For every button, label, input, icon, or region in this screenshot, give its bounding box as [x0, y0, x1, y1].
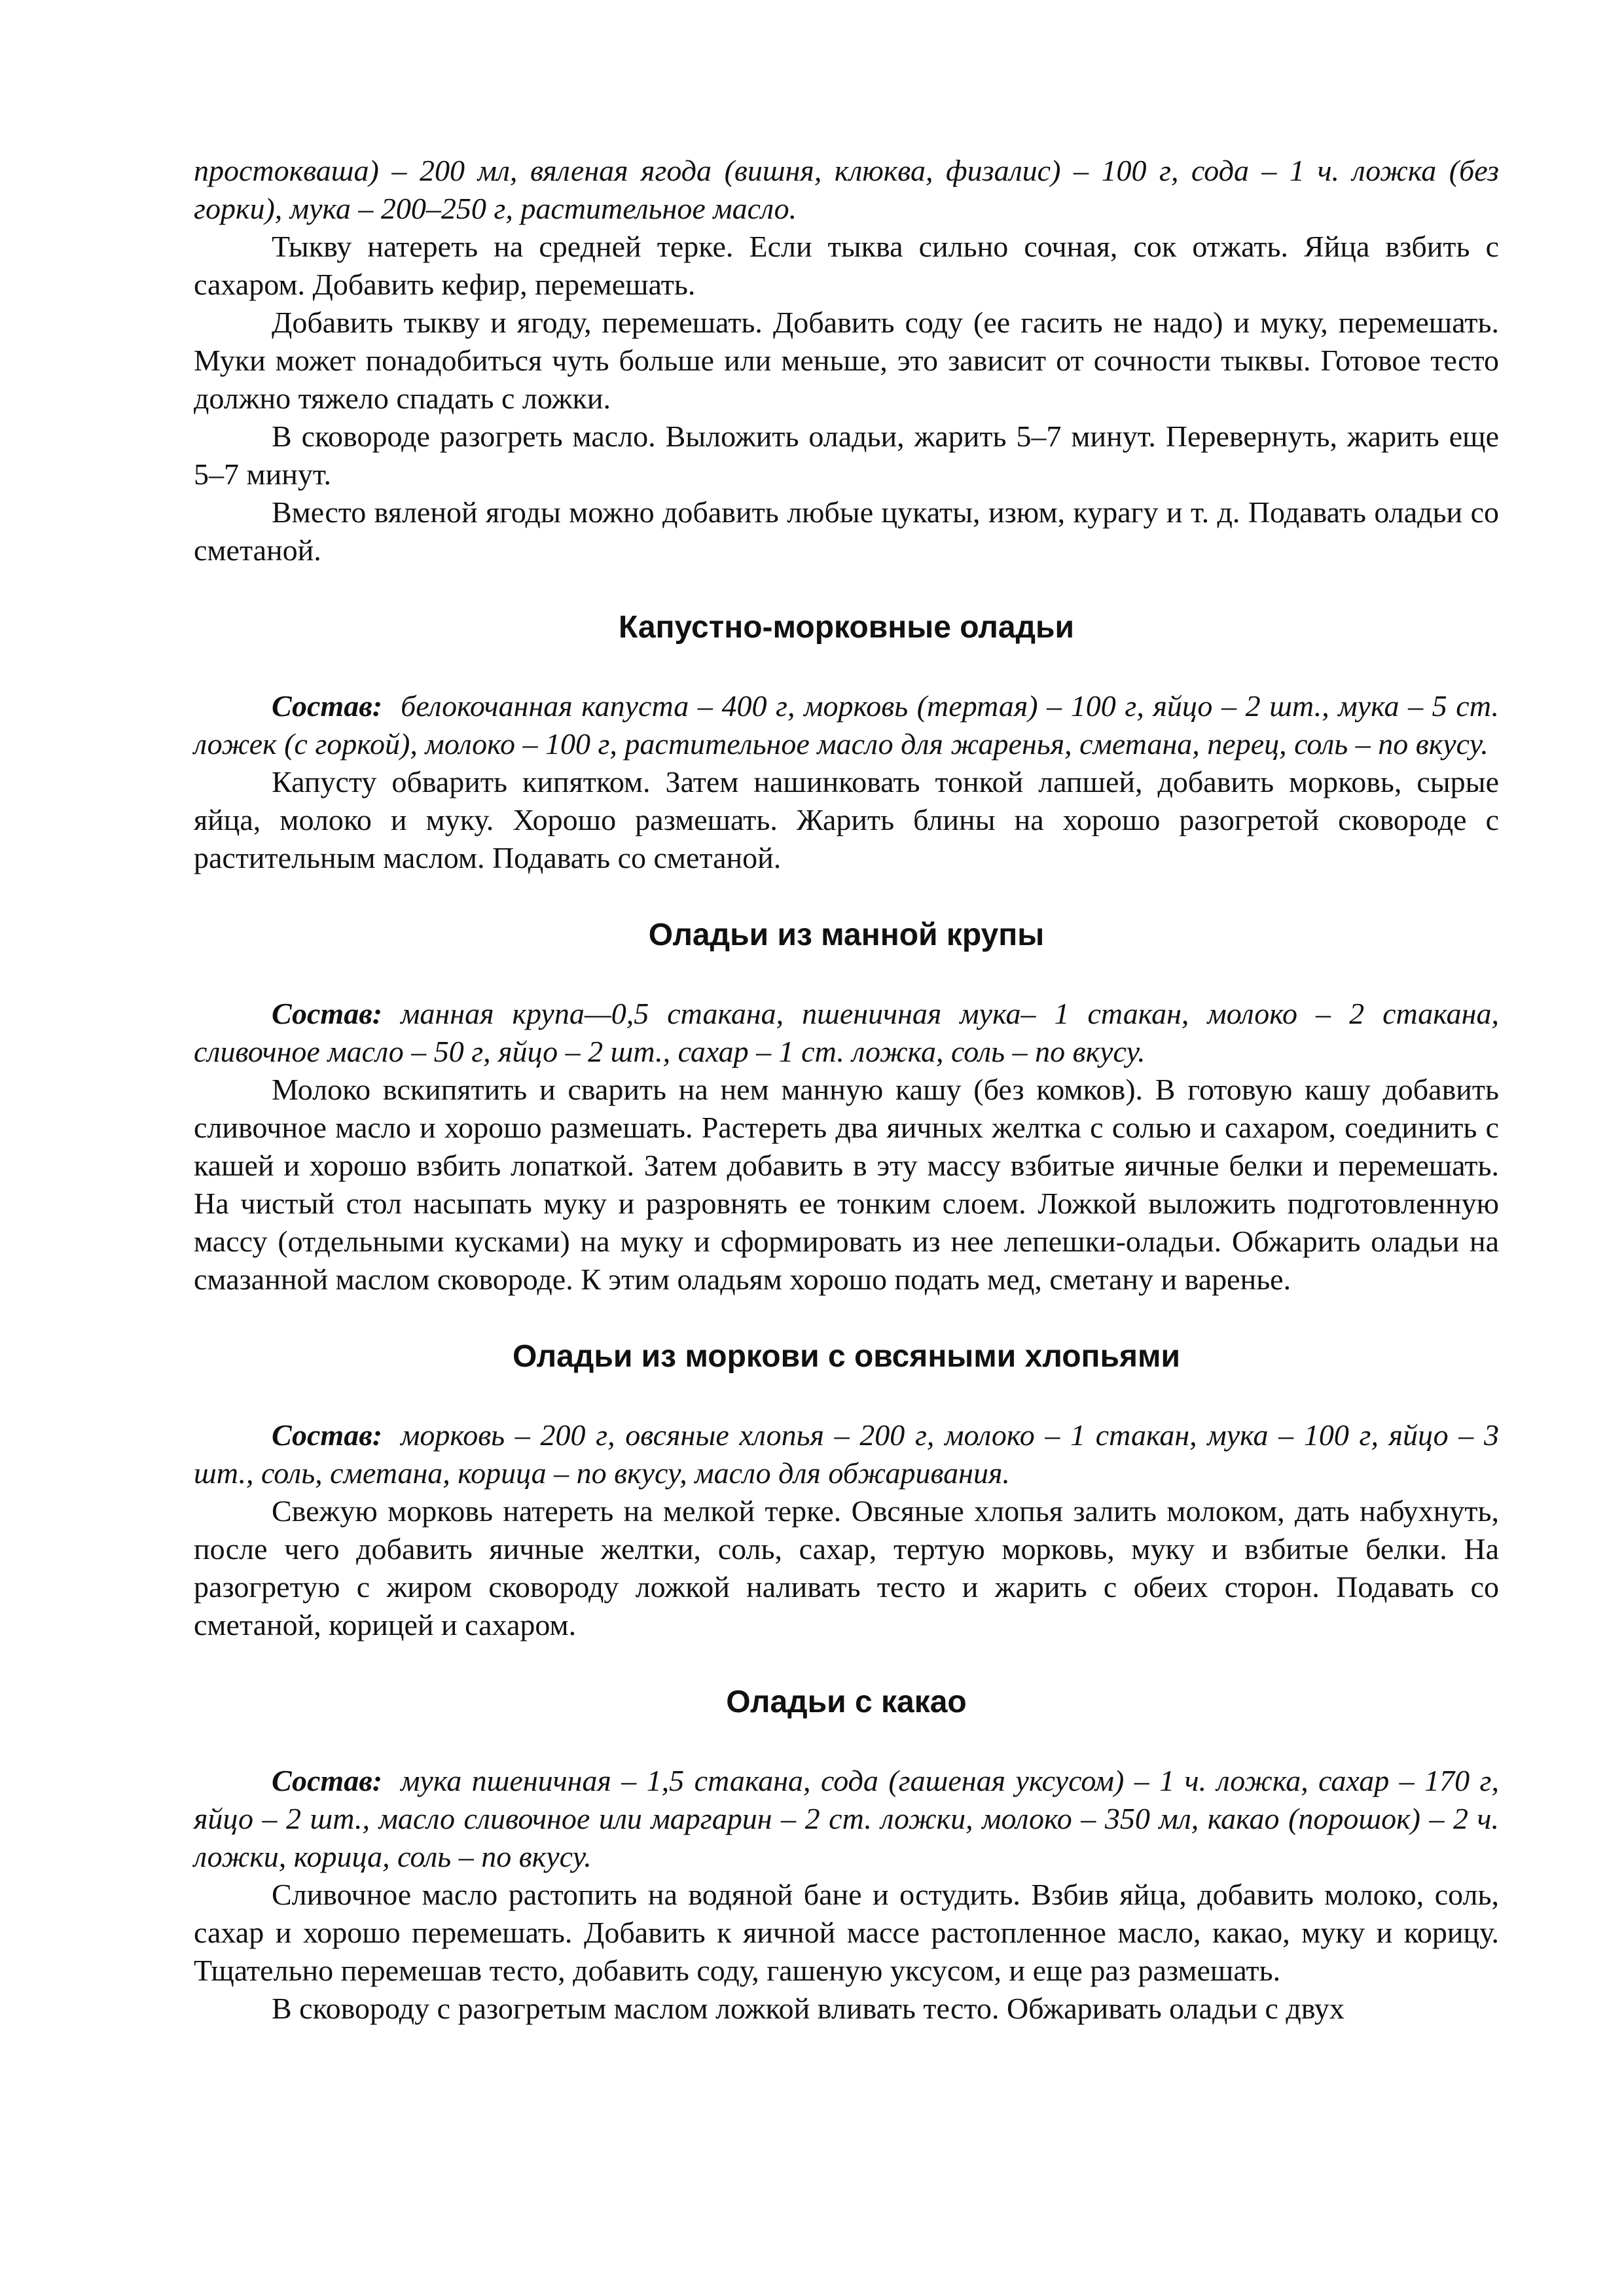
intro-step-2: Добавить тыкву и ягоду, перемешать. Добавить соду (ее гасить не надо) и муку, перемешать. Муки может понадобиться чуть больше или меньше, это зависит от сочности тыквы. Готовое тесто должно тяжело спадать с ложки.	[194, 306, 1499, 415]
intro-step-1: Тыкву натереть на средней терке. Если тыква сильно сочная, сок отжать. Яйца взбить с сахаром. Добавить кефир, перемешать.	[194, 230, 1499, 301]
intro-ingredients-tail: простокваша) – 200 мл, вяленая ягода (вишня, клюква, физалис) – 100 г, сода – 1 ч. ложка (без горки), мука – 200–250 г, растительное масло.	[194, 154, 1499, 225]
recipe-4-ingredients	[194, 1762, 1499, 1876]
recipe-4-step-1: Сливочное масло растопить на водяной бане и остудить. Взбив яйца, добавить молоко, соль, сахар и хорошо перемешать. Добавить к яичной массе растопленное масло, какао, муку и корицу. Тщательно перемешав тесто, добавить соду, гашеную уксусом, и еще раз размешать.	[194, 1878, 1499, 1987]
recipe-3-ingredients	[194, 1416, 1499, 1492]
recipe-3-ingredients-label: Состав:	[272, 1418, 383, 1452]
intro-step-3: В сковороде разогреть масло. Выложить оладьи, жарить 5–7 минут. Перевернуть, жарить еще 5–7 минут.	[194, 420, 1499, 491]
recipe-2-ingredients-text: манная крупа—0,5 стакана, пшеничная мука– 1 стакан, молоко – 2 стакана, сливочное масло – 50 г, яйцо – 2 шт., сахар – 1 ст. ложка, соль – по вкусу.	[194, 997, 1499, 1068]
document-page	[194, 152, 1499, 2028]
recipe-1-ingredients-text: белокочанная капуста – 400 г, морковь (тертая) – 100 г, яйцо – 2 шт., мука – 5 ст. ложек (с горкой), молоко – 100 г, растительное масло для жаренья, сметана, перец, соль – по вкусу.	[194, 689, 1499, 761]
recipe-2-ingredients	[194, 995, 1499, 1071]
recipe-4-step-2: В сковороду с разогретым маслом ложкой вливать тесто. Обжаривать оладьи с двух	[272, 1992, 1344, 2025]
recipe-4-ingredients-text: мука пшеничная – 1,5 стакана, сода (гашеная уксусом) – 1 ч. ложка, сахар – 170 г, яйцо – 2 шт., масло сливочное или маргарин – 2 ст. ложки, молоко – 350 мл, какао (порошок) – 2 ч. ложки, корица, соль – по вкусу.	[194, 1764, 1499, 1873]
recipe-2-step-1: Молоко вскипятить и сварить на нем манную кашу (без комков). В готовую кашу добавить сливочное масло и хорошо размешать. Растереть два яичных желтка с солью и сахаром, соединить с кашей и хорошо взбить лопаткой. Затем добавить в эту массу взбитые яичные белки и перемешать. На чистый стол насыпать муку и разровнять ее тонким слоем. Ложкой выложить подготовленную массу (отдельными кусками) на муку и сформировать из нее лепешки-оладьи. Обжарить оладьи на смазанной маслом сковороде. К этим оладьям хорошо подать мед, сметану и варенье.	[194, 1073, 1499, 1296]
recipe-3-step-1: Свежую морковь натереть на мелкой терке. Овсяные хлопья залить молоком, дать набухнуть, после чего добавить яичные желтки, соль, сахар, тертую морковь, муку и взбитые белки. На разогретую с жиром сковороду ложкой наливать тесто и жарить с обеих сторон. Подавать со сметаной, корицей и сахаром.	[194, 1494, 1499, 1641]
recipe-1-ingredients	[194, 687, 1499, 763]
recipe-4-title: Оладьи с какао	[726, 1685, 967, 1719]
recipe-2-title: Оладьи из манной крупы	[648, 918, 1045, 952]
recipe-1-step-1: Капусту обварить кипятком. Затем нашинковать тонкой лапшей, добавить морковь, сырые яйца, молоко и муку. Хорошо размешать. Жарить блины на хорошо разогретой сковороде с растительным маслом. Подавать со сметаной.	[194, 765, 1499, 874]
intro-step-4: Вместо вяленой ягоды можно добавить любые цукаты, изюм, курагу и т. д. Подавать оладьи со сметаной.	[194, 495, 1499, 567]
recipe-4-ingredients-label: Состав:	[272, 1764, 383, 1797]
recipe-3-title: Оладьи из моркови с овсяными хлопьями	[512, 1339, 1181, 1374]
recipe-2-ingredients-label: Состав:	[272, 997, 383, 1030]
recipe-1-title: Капустно-морковные оладьи	[618, 610, 1075, 645]
recipe-3-ingredients-text: морковь – 200 г, овсяные хлопья – 200 г, молоко – 1 стакан, мука – 100 г, яйцо – 3 шт., соль, сметана, корица – по вкусу, масло для обжаривания.	[194, 1418, 1499, 1490]
recipe-1-ingredients-label: Состав:	[272, 689, 383, 723]
